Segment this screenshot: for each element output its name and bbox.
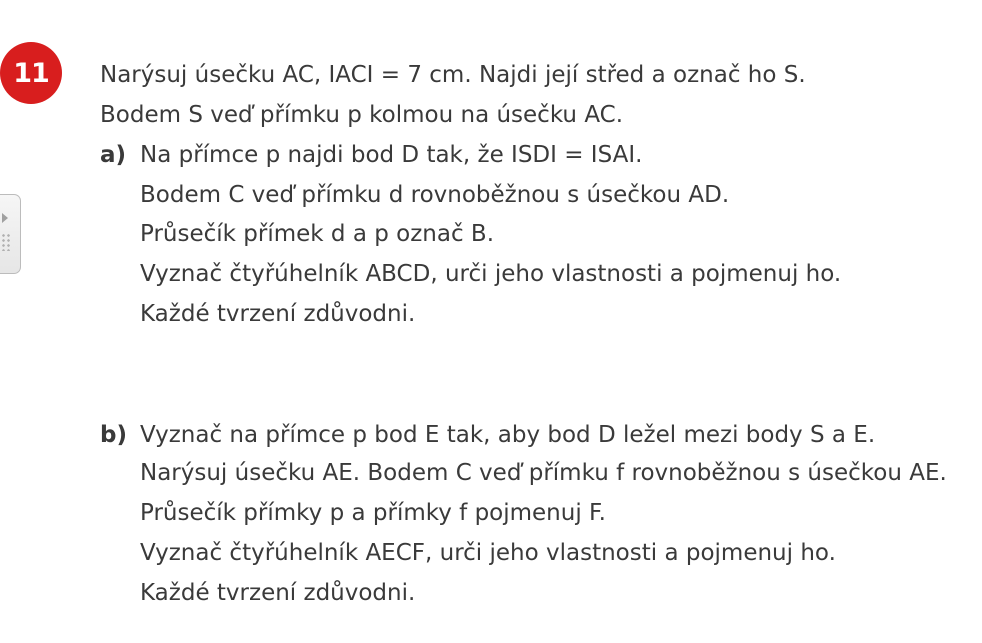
part-a-line-2: Bodem C veď přímku d rovnoběžnou s úsečkou AD.	[140, 182, 730, 208]
part-a-label: a)	[100, 142, 127, 168]
intro-line-1: Narýsuj úsečku AC, IACI = 7 cm. Najdi její střed a označ ho S.	[100, 62, 806, 88]
intro-line-2: Bodem S veď přímku p kolmou na úsečku AC.	[100, 102, 624, 128]
drag-grip-icon	[1, 233, 11, 251]
part-b-line-1: Vyznač na přímce p bod E tak, aby bod D ležel mezi body S a E.	[140, 422, 876, 448]
part-a-line-4: Vyznač čtyřúhelník ABCD, urči jeho vlastnosti a pojmenuj ho.	[140, 261, 842, 287]
part-b-line-2: Narýsuj úsečku AE. Bodem C veď přímku f rovnoběžnou s úsečkou AE.	[140, 460, 947, 486]
side-panel-toggle[interactable]	[0, 194, 21, 274]
part-b-label: b)	[100, 422, 127, 448]
exercise-number-badge: 11	[0, 42, 62, 104]
part-b-line-4: Vyznač čtyřúhelník AECF, urči jeho vlastnosti a pojmenuj ho.	[140, 540, 836, 566]
expand-panel-icon	[2, 213, 8, 223]
part-a-line-1: Na přímce p najdi bod D tak, že ISDI = ISAI.	[140, 142, 643, 168]
part-b-line-5: Každé tvrzení zdůvodni.	[140, 580, 416, 606]
part-b-line-3: Průsečík přímky p a přímky f pojmenuj F.	[140, 500, 606, 526]
part-a-line-5: Každé tvrzení zdůvodni.	[140, 301, 416, 327]
part-a-line-3: Průsečík přímek d a p označ B.	[140, 221, 495, 247]
